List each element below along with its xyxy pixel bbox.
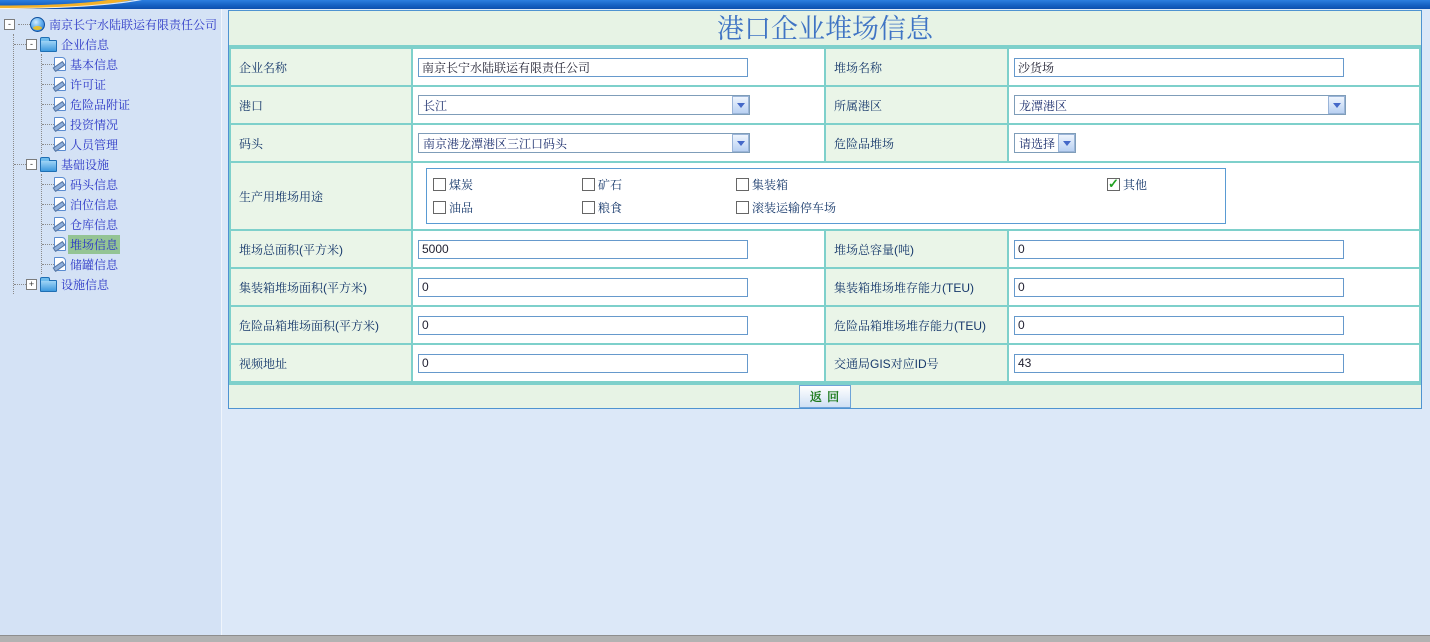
gold-swoosh-decoration bbox=[0, 0, 150, 9]
document-edit-icon bbox=[54, 77, 66, 91]
checkbox-icon bbox=[433, 178, 446, 191]
port-label: 港口 bbox=[230, 86, 412, 124]
tree-item-label: 人员管理 bbox=[70, 137, 119, 152]
checkbox-label: 其他 bbox=[1123, 178, 1148, 193]
form-row-usage bbox=[230, 162, 1420, 230]
total-area-label: 堆场总面积(平方米) bbox=[230, 230, 412, 268]
checkbox-icon bbox=[433, 201, 446, 214]
checkbox-label: 油品 bbox=[449, 200, 474, 215]
tree-item-label: 设施信息 bbox=[61, 277, 110, 292]
tree-connector bbox=[14, 44, 26, 45]
total-area-input[interactable] bbox=[418, 240, 748, 259]
sidebar-item-infrastructure[interactable] bbox=[14, 154, 221, 174]
document-edit-icon bbox=[54, 137, 66, 151]
checkbox-label: 集装箱 bbox=[752, 178, 789, 193]
sidebar-item-yard-info[interactable] bbox=[42, 234, 221, 254]
collapse-expander-icon[interactable]: - bbox=[4, 19, 15, 30]
expand-expander-icon[interactable]: + bbox=[26, 279, 37, 290]
checkbox-label: 矿石 bbox=[598, 178, 623, 193]
sidebar-item-personnel[interactable] bbox=[42, 134, 221, 154]
form-row-total bbox=[230, 230, 1420, 268]
gis-id-input[interactable] bbox=[1014, 354, 1344, 373]
sidebar-item-basic-info[interactable] bbox=[42, 54, 221, 74]
tree-connector bbox=[42, 264, 54, 265]
form-row-dangerous bbox=[230, 306, 1420, 344]
tree-item-label: 企业信息 bbox=[61, 37, 110, 52]
tree-connector bbox=[42, 104, 54, 105]
sidebar-item-dangerous-goods-cert[interactable] bbox=[42, 94, 221, 114]
form-row-container bbox=[230, 268, 1420, 306]
dangerous-box-area-input[interactable] bbox=[418, 316, 748, 335]
tree-connector bbox=[42, 184, 54, 185]
folder-icon bbox=[40, 280, 57, 292]
wharf-select[interactable] bbox=[418, 133, 750, 153]
collapse-expander-icon[interactable]: - bbox=[26, 39, 37, 50]
chevron-down-icon[interactable] bbox=[732, 96, 749, 114]
folder-icon bbox=[40, 160, 57, 172]
form-table bbox=[229, 47, 1421, 383]
dangerous-yard-label: 危险品堆场 bbox=[825, 124, 1008, 162]
tree-connector bbox=[42, 244, 54, 245]
back-button[interactable]: 返 回 bbox=[799, 385, 851, 408]
yard-name-input[interactable] bbox=[1014, 58, 1344, 77]
port-area-label: 所属港区 bbox=[825, 86, 1008, 124]
tree-root-label: 南京长宁水陆联运有限责任公司 bbox=[49, 17, 218, 32]
sidebar-item-investment[interactable] bbox=[42, 114, 221, 134]
checkbox-icon bbox=[736, 178, 749, 191]
checkbox-oil[interactable] bbox=[433, 199, 582, 216]
wharf-select-value: 南京港龙潭港区三江口码头 bbox=[423, 136, 568, 151]
button-row bbox=[229, 383, 1421, 408]
checkbox-container[interactable] bbox=[736, 176, 1107, 193]
page-title: 港口企业堆场信息 bbox=[229, 11, 1421, 47]
collapse-expander-icon[interactable]: - bbox=[26, 159, 37, 170]
tree-connector bbox=[14, 284, 26, 285]
checkbox-label: 滚装运输停车场 bbox=[752, 200, 837, 215]
tree-item-label: 储罐信息 bbox=[70, 257, 119, 272]
document-edit-icon bbox=[54, 257, 66, 271]
form-row-misc bbox=[230, 344, 1420, 382]
total-capacity-input[interactable] bbox=[1014, 240, 1344, 259]
checkbox-label: 煤炭 bbox=[449, 178, 474, 193]
tree-branch-level2 bbox=[41, 54, 221, 154]
navigation-tree bbox=[4, 14, 221, 294]
sidebar-item-tank-info[interactable] bbox=[42, 254, 221, 274]
port-area-select[interactable] bbox=[1014, 95, 1346, 115]
tree-item-label: 泊位信息 bbox=[70, 197, 119, 212]
bottom-window-edge bbox=[0, 635, 1430, 642]
tree-connector bbox=[14, 164, 26, 165]
chevron-down-icon[interactable] bbox=[732, 134, 749, 152]
dangerous-yard-select-value: 请选择 bbox=[1019, 136, 1056, 151]
checkbox-icon bbox=[736, 201, 749, 214]
port-select-value: 长江 bbox=[423, 98, 448, 113]
document-edit-icon bbox=[54, 197, 66, 211]
chevron-down-icon[interactable] bbox=[1058, 134, 1075, 152]
port-select[interactable] bbox=[418, 95, 750, 115]
sidebar-item-berth-info[interactable] bbox=[42, 194, 221, 214]
checkbox-icon bbox=[582, 178, 595, 191]
top-banner bbox=[0, 0, 1430, 9]
video-url-label: 视频地址 bbox=[230, 344, 412, 382]
checkbox-roro-parking[interactable] bbox=[736, 199, 1107, 216]
document-edit-icon bbox=[54, 117, 66, 131]
tree-connector bbox=[42, 224, 54, 225]
enterprise-name-input[interactable] bbox=[418, 58, 748, 77]
tree-item-label: 基础设施 bbox=[61, 157, 110, 172]
tree-item-label: 许可证 bbox=[70, 77, 107, 92]
tree-connector bbox=[42, 144, 54, 145]
checkbox-other[interactable] bbox=[1107, 176, 1219, 193]
dangerous-box-capacity-label: 危险品箱堆场堆存能力(TEU) bbox=[825, 306, 1008, 344]
sidebar-item-wharf-info[interactable] bbox=[42, 174, 221, 194]
sidebar-item-license[interactable] bbox=[42, 74, 221, 94]
video-url-input[interactable] bbox=[418, 354, 748, 373]
checkbox-coal[interactable] bbox=[433, 176, 582, 193]
total-capacity-label: 堆场总容量(吨) bbox=[825, 230, 1008, 268]
document-edit-icon bbox=[54, 237, 66, 251]
dangerous-yard-select[interactable] bbox=[1014, 133, 1076, 153]
form-row-port bbox=[230, 86, 1420, 124]
checkbox-ore[interactable] bbox=[582, 176, 736, 193]
dangerous-box-capacity-input[interactable] bbox=[1014, 316, 1344, 335]
globe-icon bbox=[30, 17, 45, 32]
usage-label: 生产用堆场用途 bbox=[230, 162, 412, 230]
tree-item-label: 码头信息 bbox=[70, 177, 119, 192]
container-capacity-input[interactable] bbox=[1014, 278, 1344, 297]
document-edit-icon bbox=[54, 217, 66, 231]
tree-item-label: 基本信息 bbox=[70, 57, 119, 72]
tree-connector bbox=[42, 84, 54, 85]
checkbox-label: 粮食 bbox=[598, 200, 623, 215]
checkbox-icon bbox=[582, 201, 595, 214]
checkbox-checked-icon bbox=[1107, 178, 1120, 191]
main-panel bbox=[222, 9, 1430, 635]
tree-item-label: 危险品附证 bbox=[70, 97, 131, 112]
folder-icon bbox=[40, 40, 57, 52]
tree-item-label: 仓库信息 bbox=[70, 217, 119, 232]
port-area-select-value: 龙潭港区 bbox=[1019, 98, 1068, 113]
enterprise-name-label: 企业名称 bbox=[230, 48, 412, 86]
sidebar-item-enterprise-info[interactable] bbox=[14, 34, 221, 54]
tree-connector bbox=[18, 24, 30, 25]
tree-connector bbox=[42, 64, 54, 65]
form-row-wharf bbox=[230, 124, 1420, 162]
gis-id-label: 交通局GIS对应ID号 bbox=[825, 344, 1008, 382]
dangerous-box-area-label: 危险品箱堆场面积(平方米) bbox=[230, 306, 412, 344]
tree-branch-level2 bbox=[41, 174, 221, 274]
sidebar bbox=[0, 9, 222, 635]
document-edit-icon bbox=[54, 177, 66, 191]
form-row-names bbox=[230, 48, 1420, 86]
tree-item-label: 投资情况 bbox=[70, 117, 119, 132]
tree-root-company[interactable] bbox=[4, 14, 221, 34]
checkbox-grain[interactable] bbox=[582, 199, 736, 216]
wharf-label: 码头 bbox=[230, 124, 412, 162]
sidebar-item-facility-info[interactable] bbox=[14, 274, 221, 294]
sidebar-item-warehouse-info[interactable] bbox=[42, 214, 221, 234]
usage-checkbox-group bbox=[426, 168, 1226, 224]
content-area bbox=[0, 9, 1430, 635]
tree-item-label-selected: 堆场信息 bbox=[68, 235, 120, 254]
tree-connector bbox=[42, 204, 54, 205]
tree-branch-level1 bbox=[13, 34, 221, 294]
yard-info-form bbox=[228, 10, 1422, 409]
container-capacity-label: 集装箱堆场堆存能力(TEU) bbox=[825, 268, 1008, 306]
tree-connector bbox=[42, 124, 54, 125]
document-edit-icon bbox=[54, 57, 66, 71]
yard-name-label: 堆场名称 bbox=[825, 48, 1008, 86]
document-edit-icon bbox=[54, 97, 66, 111]
container-area-input[interactable] bbox=[418, 278, 748, 297]
container-area-label: 集装箱堆场面积(平方米) bbox=[230, 268, 412, 306]
chevron-down-icon[interactable] bbox=[1328, 96, 1345, 114]
